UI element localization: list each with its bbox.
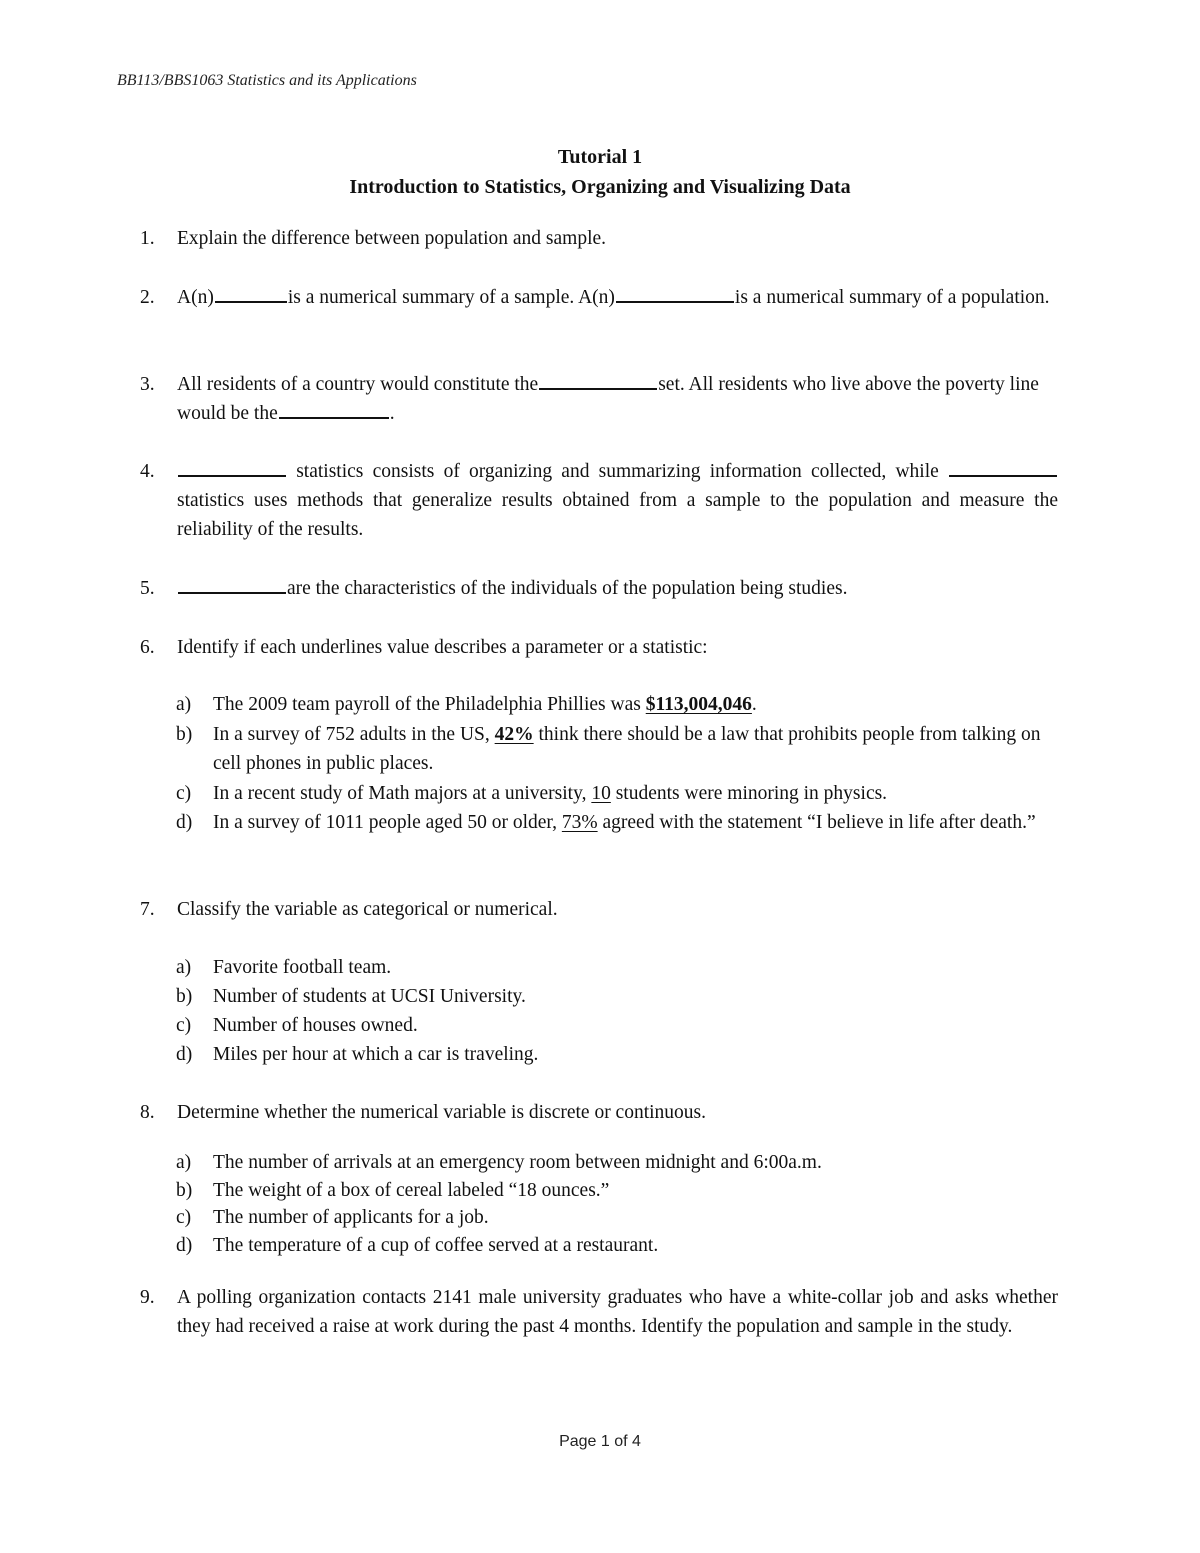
question-8-item-a — [176, 1148, 1060, 1177]
question-text — [177, 457, 1058, 544]
item-label: a) — [176, 957, 192, 978]
item-text — [213, 779, 1060, 808]
underlined-value: 10 — [591, 783, 611, 804]
question-5 — [140, 574, 1058, 603]
question-text: A polling organization contacts 2141 male university graduates who have a white-collar job and asks whether they had received a raise at work during the past 4 months. Identify the population and sample in the study. — [177, 1287, 1058, 1337]
tutorial-subtitle: Introduction to Statistics, Organizing and Visualizing Data — [349, 176, 851, 198]
page-number: Page 1 of 4 — [559, 1433, 641, 1450]
question-6-item-a — [176, 690, 1060, 719]
underlined-value: 73% — [561, 812, 598, 833]
text-segment: The 2009 team payroll of the Philadelphia Phillies was — [213, 694, 646, 715]
question-number: 9. — [140, 1287, 155, 1308]
answer-blank — [279, 399, 389, 419]
item-label: c) — [176, 1015, 192, 1036]
underlined-value: $113,004,046 — [645, 694, 752, 715]
question-6 — [140, 633, 1058, 662]
item-label: c) — [176, 1207, 192, 1228]
question-text — [177, 370, 1058, 428]
question-number: 7. — [140, 899, 155, 920]
question-number: 2. — [140, 287, 155, 308]
text-segment: students were minoring in physics. — [610, 783, 888, 804]
question-1 — [140, 224, 1058, 253]
item-text — [213, 720, 1060, 778]
text-segment: In a survey of 1011 people aged 50 or older, — [213, 812, 562, 833]
question-6-item-c — [176, 779, 1060, 808]
question-number: 3. — [140, 374, 155, 395]
item-text — [213, 808, 1060, 837]
item-label: b) — [176, 724, 193, 745]
question-text: Explain the difference between population and sample. — [177, 228, 607, 249]
item-text: Number of students at UCSI University. — [213, 986, 526, 1007]
item-text: Favorite football team. — [213, 957, 392, 978]
item-text: Miles per hour at which a car is traveling. — [213, 1044, 539, 1065]
question-9 — [140, 1283, 1058, 1341]
question-number: 6. — [140, 637, 155, 658]
item-text: The number of applicants for a job. — [213, 1207, 489, 1228]
tutorial-title: Tutorial 1 — [557, 146, 643, 168]
question-7-item-a — [176, 953, 1060, 982]
item-text: The weight of a box of cereal labeled “18 ounces.” — [213, 1180, 610, 1201]
question-number: 1. — [140, 228, 155, 249]
question-number: 4. — [140, 461, 155, 482]
document-header: BB113/BBS1063 Statistics and its Applications — [117, 72, 417, 89]
answer-blank — [178, 574, 286, 594]
question-7-item-c — [176, 1011, 1060, 1040]
text-segment: statistics uses methods that generalize results obtained from a sample to the population and measure the reliability of the results. — [177, 490, 1058, 540]
question-7-item-d — [176, 1040, 1060, 1069]
item-text: Number of houses owned. — [213, 1015, 418, 1036]
question-text: Classify the variable as categorical or numerical. — [177, 899, 558, 920]
item-text: The temperature of a cup of coffee served at a restaurant. — [213, 1235, 659, 1256]
question-number: 8. — [140, 1102, 155, 1123]
text-segment: think there should be a law that prohibits people from talking on cell phones in public places. — [213, 724, 1041, 774]
underlined-value: 42% — [494, 724, 534, 745]
text-segment: In a survey of 752 adults in the US, — [213, 724, 495, 745]
answer-blank — [215, 283, 287, 303]
text-segment: are the characteristics of the individuals of the population being studies. — [287, 578, 848, 599]
text-segment: . — [389, 403, 395, 424]
question-text: Identify if each underlines value describes a parameter or a statistic: — [177, 637, 708, 658]
text-segment: agreed with the statement “I believe in life after death.” — [597, 812, 1036, 833]
item-label: a) — [176, 694, 192, 715]
question-8-item-b — [176, 1176, 1060, 1205]
text-segment: is a numerical summary of a sample. A(n) — [287, 287, 615, 308]
item-label: d) — [176, 812, 193, 833]
item-label: a) — [176, 1152, 192, 1173]
question-text — [177, 283, 1058, 312]
answer-blank — [178, 457, 286, 477]
item-text: The number of arrivals at an emergency room between midnight and 6:00a.m. — [213, 1152, 822, 1173]
item-label: b) — [176, 1180, 193, 1201]
question-7 — [140, 895, 1058, 924]
question-number: 5. — [140, 578, 155, 599]
item-label: d) — [176, 1235, 193, 1256]
text-segment: set. All residents who live above the poverty line would be the — [177, 374, 1039, 424]
question-text — [177, 574, 1058, 603]
question-8 — [140, 1098, 1058, 1127]
answer-blank — [539, 370, 657, 390]
question-7-item-b — [176, 982, 1060, 1011]
text-segment: is a numerical summary of a population. — [734, 287, 1050, 308]
text-segment: statistics consists of organizing and summarizing information collected, while — [296, 461, 939, 482]
question-6-item-b — [176, 720, 1060, 778]
question-6-item-d — [176, 808, 1060, 837]
question-text: Determine whether the numerical variable is discrete or continuous. — [177, 1102, 707, 1123]
item-text — [213, 690, 1060, 719]
text-segment: In a recent study of Math majors at a university, — [213, 783, 592, 804]
question-8-item-c — [176, 1203, 1060, 1232]
item-label: b) — [176, 986, 193, 1007]
title-block — [0, 142, 1200, 202]
item-label: c) — [176, 783, 192, 804]
question-2 — [140, 283, 1058, 312]
answer-blank — [616, 283, 734, 303]
question-3 — [140, 370, 1058, 428]
answer-blank — [949, 457, 1057, 477]
question-8-item-d — [176, 1231, 1060, 1260]
text-segment: All residents of a country would constitute the — [177, 374, 539, 395]
question-4 — [140, 457, 1058, 544]
text-segment: . — [751, 694, 757, 715]
text-segment: A(n) — [177, 287, 214, 308]
item-label: d) — [176, 1044, 193, 1065]
